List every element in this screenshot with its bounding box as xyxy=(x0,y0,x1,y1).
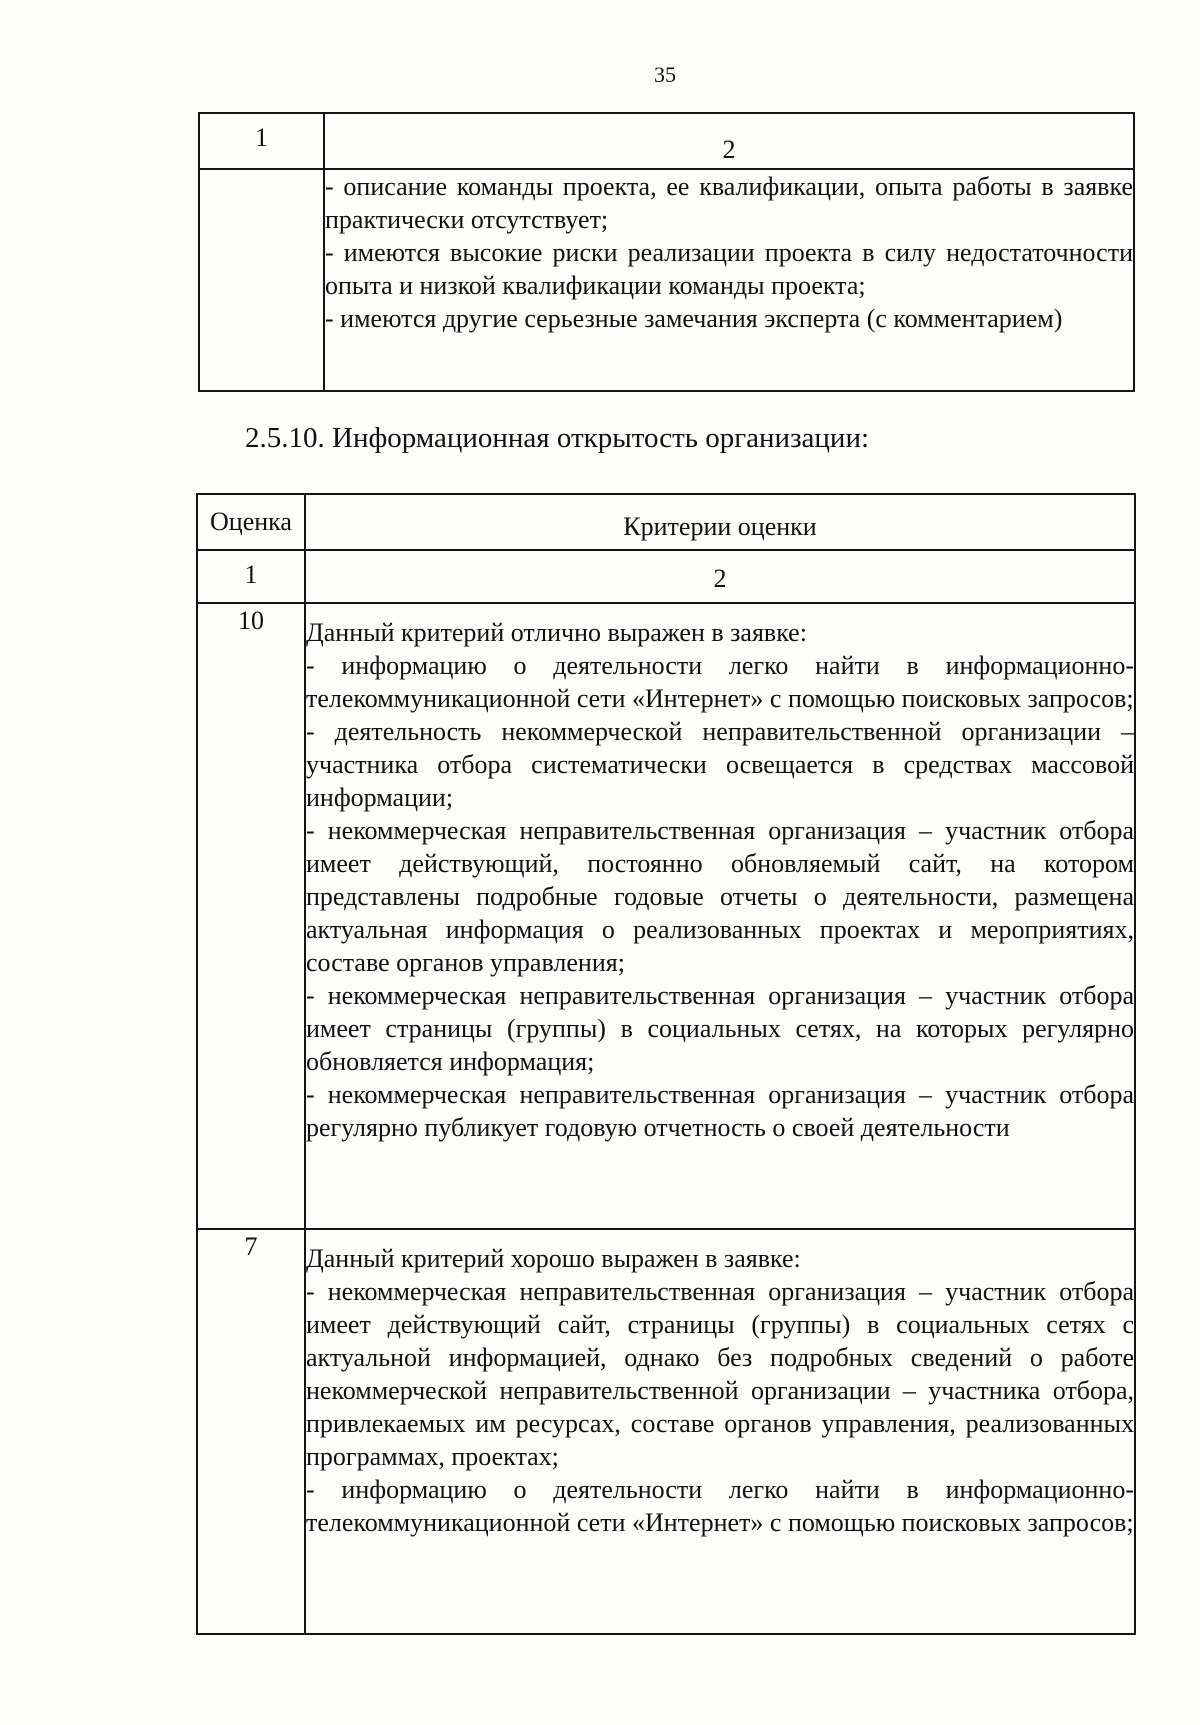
criteria-item: - информацию о деятельности легко найти в информационно-телекоммуникационной сети «Интернет» с помощью поисковых запросов; xyxy=(306,651,1134,713)
criteria-cell xyxy=(305,603,1135,1229)
criteria-item: - некоммерческая неправительственная организация – участник отбора имеет действующий сайт, страницы (группы) в социальных сетях с актуальной информацией, однако без подробных сведений о работе некоммерческой неправительственной организации – участника отбора, привлекаемых им ресурсах, составе органов управления, реализованных программах, проектах; xyxy=(306,1277,1134,1471)
criteria-header: Критерии оценки xyxy=(305,494,1135,550)
criteria-item: - описание команды проекта, ее квалификации, опыта работы в заявке практически отсутствует; xyxy=(325,172,1133,234)
information-openness-table xyxy=(196,493,1136,1635)
column-number-row xyxy=(197,550,1135,603)
column-number-2: 2 xyxy=(305,550,1135,603)
criteria-item: - некоммерческая неправительственная организация – участник отбора имеет действующий, постоянно обновляемый сайт, на котором представлены подробные годовые отчеты о деятельности, размещена актуальная информация о реализованных проектах и мероприятиях, составе органов управления; xyxy=(306,816,1134,977)
criteria-item: - некоммерческая неправительственная организация – участник отбора регулярно публикует годовую отчетность о своей деятельности xyxy=(306,1080,1134,1142)
criteria-item: - имеются высокие риски реализации проекта в силу недостаточности опыта и низкой квалификации команды проекта; xyxy=(325,238,1133,300)
criteria-item: - информацию о деятельности легко найти в информационно-телекоммуникационной сети «Интернет» с помощью поисковых запросов; xyxy=(306,1475,1134,1537)
header-row xyxy=(197,494,1135,550)
table-row xyxy=(197,1229,1135,1634)
criteria-item: - некоммерческая неправительственная организация – участник отбора имеет страницы (группы) в социальных сетях, на которых регулярно обновляется информация; xyxy=(306,981,1134,1076)
section-heading: 2.5.10. Информационная открытость организации: xyxy=(245,422,870,454)
criteria-intro: Данный критерий хорошо выражен в заявке: xyxy=(306,1244,801,1273)
table-row xyxy=(199,169,1134,391)
column-number-1: 1 xyxy=(197,550,305,603)
criteria-cell xyxy=(305,1229,1135,1634)
table-row xyxy=(197,603,1135,1229)
score-cell: 10 xyxy=(197,603,305,1229)
score-header: Оценка xyxy=(197,494,305,550)
continued-criteria-table xyxy=(198,112,1135,392)
criteria-intro: Данный критерий отлично выражен в заявке: xyxy=(306,618,807,647)
score-cell xyxy=(199,169,324,391)
criteria-item: - имеются другие серьезные замечания эксперта (с комментарием) xyxy=(325,304,1063,333)
page-number: 35 xyxy=(654,62,676,87)
criteria-cell xyxy=(324,169,1134,391)
criteria-item: - деятельность некоммерческой неправительственной организации – участника отбора систематически освещается в средствах массовой информации; xyxy=(306,717,1134,812)
column-number-1: 1 xyxy=(199,113,324,169)
column-number-row xyxy=(199,113,1134,169)
column-number-2: 2 xyxy=(324,113,1134,169)
score-cell: 7 xyxy=(197,1229,305,1634)
